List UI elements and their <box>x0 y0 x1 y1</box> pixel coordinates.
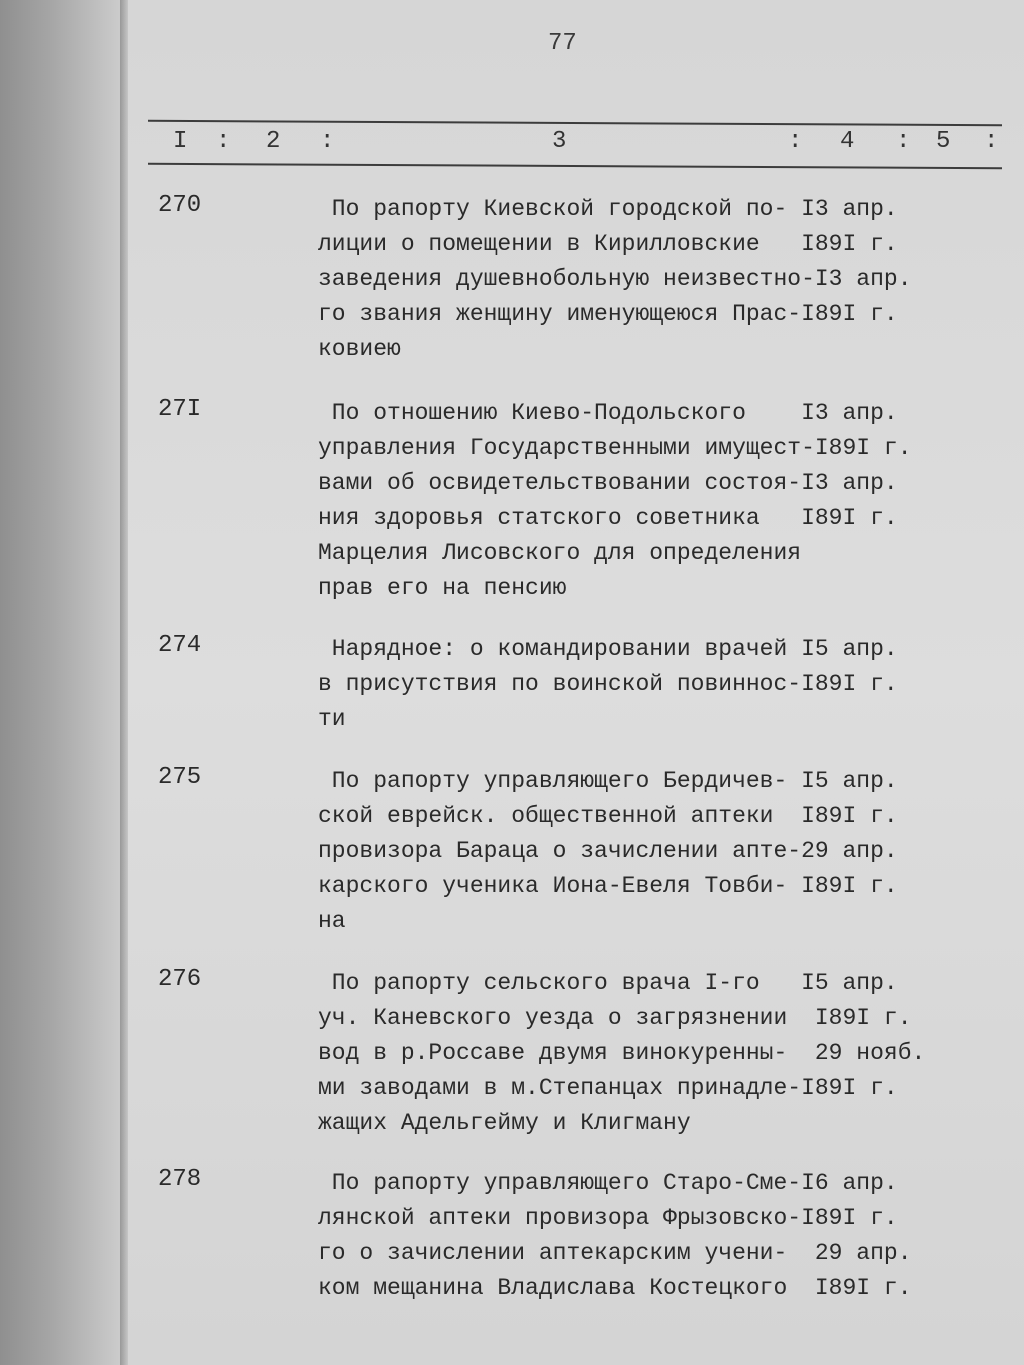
record-line: вами об освидетельствовании состоя-I3 апр. <box>318 470 898 496</box>
column-separator: : <box>788 128 803 155</box>
record-number: 270 <box>158 192 202 219</box>
record-line: Марцелия Лисовского для определения <box>318 540 802 566</box>
record-line: ми заводами в м.Степанцах принадле-I89I г. <box>318 1075 898 1101</box>
record-text <box>318 764 898 939</box>
record-line: на <box>318 908 346 934</box>
record-text <box>318 396 912 606</box>
book-spine <box>0 0 128 1365</box>
record-line: провизора Бараца о зачислении апте-29 апр. <box>318 838 898 864</box>
page-number: 77 <box>548 30 577 57</box>
record-line: управления Государственными имущест-I89I г. <box>318 435 912 461</box>
record-line: заведения душевнобольную неизвестно-I3 апр. <box>318 266 912 292</box>
record-line: ком мещанина Владислава Костецкого I89I г. <box>318 1275 912 1301</box>
record-line: прав его на пенсию <box>318 575 567 601</box>
record-number: 27I <box>158 396 202 423</box>
record-line: ковиею <box>318 336 401 362</box>
document-page <box>128 0 1024 1365</box>
record-number: 278 <box>158 1166 202 1193</box>
column-separator: : <box>320 128 335 155</box>
record-line: ти <box>318 706 346 732</box>
column-header-1: I <box>173 128 188 155</box>
record-line: карского ученика Иона-Евеля Товби- I89I г. <box>318 873 898 899</box>
column-separator: : <box>896 128 911 155</box>
column-header-5: 5 <box>936 128 951 155</box>
record-number: 274 <box>158 632 202 659</box>
record-text <box>318 632 898 737</box>
header-rule-top <box>148 120 1002 126</box>
record-line: жащих Адельгейму и Клигману <box>318 1110 691 1136</box>
record-line: ской еврейск. общественной аптеки I89I г. <box>318 803 898 829</box>
header-rule-bottom <box>148 163 1002 169</box>
record-line: ния здоровья статского советника I89I г. <box>318 505 898 531</box>
record-line: Нарядное: о командировании врачей I5 апр. <box>318 636 898 662</box>
record-text <box>318 1166 912 1306</box>
record-line: уч. Каневского уезда о загрязнении I89I г. <box>318 1005 912 1031</box>
record-line: По рапорту сельского врача I-го I5 апр. <box>318 970 898 996</box>
record-number: 275 <box>158 764 202 791</box>
column-separator: : <box>984 128 999 155</box>
column-header-3: 3 <box>552 128 567 155</box>
record-text <box>318 192 912 367</box>
record-line: в присутствия по воинской повиннос-I89I г. <box>318 671 898 697</box>
record-line: По рапорту Киевской городской по- I3 апр. <box>318 196 898 222</box>
record-text <box>318 966 925 1141</box>
record-line: По рапорту управляющего Бердичев- I5 апр. <box>318 768 898 794</box>
record-line: По рапорту управляющего Старо-Сме-I6 апр. <box>318 1170 898 1196</box>
record-line: го звания женщину именующеюся Прас-I89I г. <box>318 301 898 327</box>
record-line: лиции о помещении в Кирилловские I89I г. <box>318 231 898 257</box>
column-header-2: 2 <box>266 128 281 155</box>
column-separator: : <box>216 128 231 155</box>
record-line: го о зачислении аптекарским учени- 29 апр. <box>318 1240 912 1266</box>
column-header-4: 4 <box>840 128 855 155</box>
record-line: вод в р.Россаве двумя винокуренны- 29 нояб. <box>318 1040 926 1066</box>
record-line: По отношению Киево-Подольского I3 апр. <box>318 400 898 426</box>
record-number: 276 <box>158 966 202 993</box>
record-line: лянской аптеки провизора Фрызовско-I89I г. <box>318 1205 898 1231</box>
